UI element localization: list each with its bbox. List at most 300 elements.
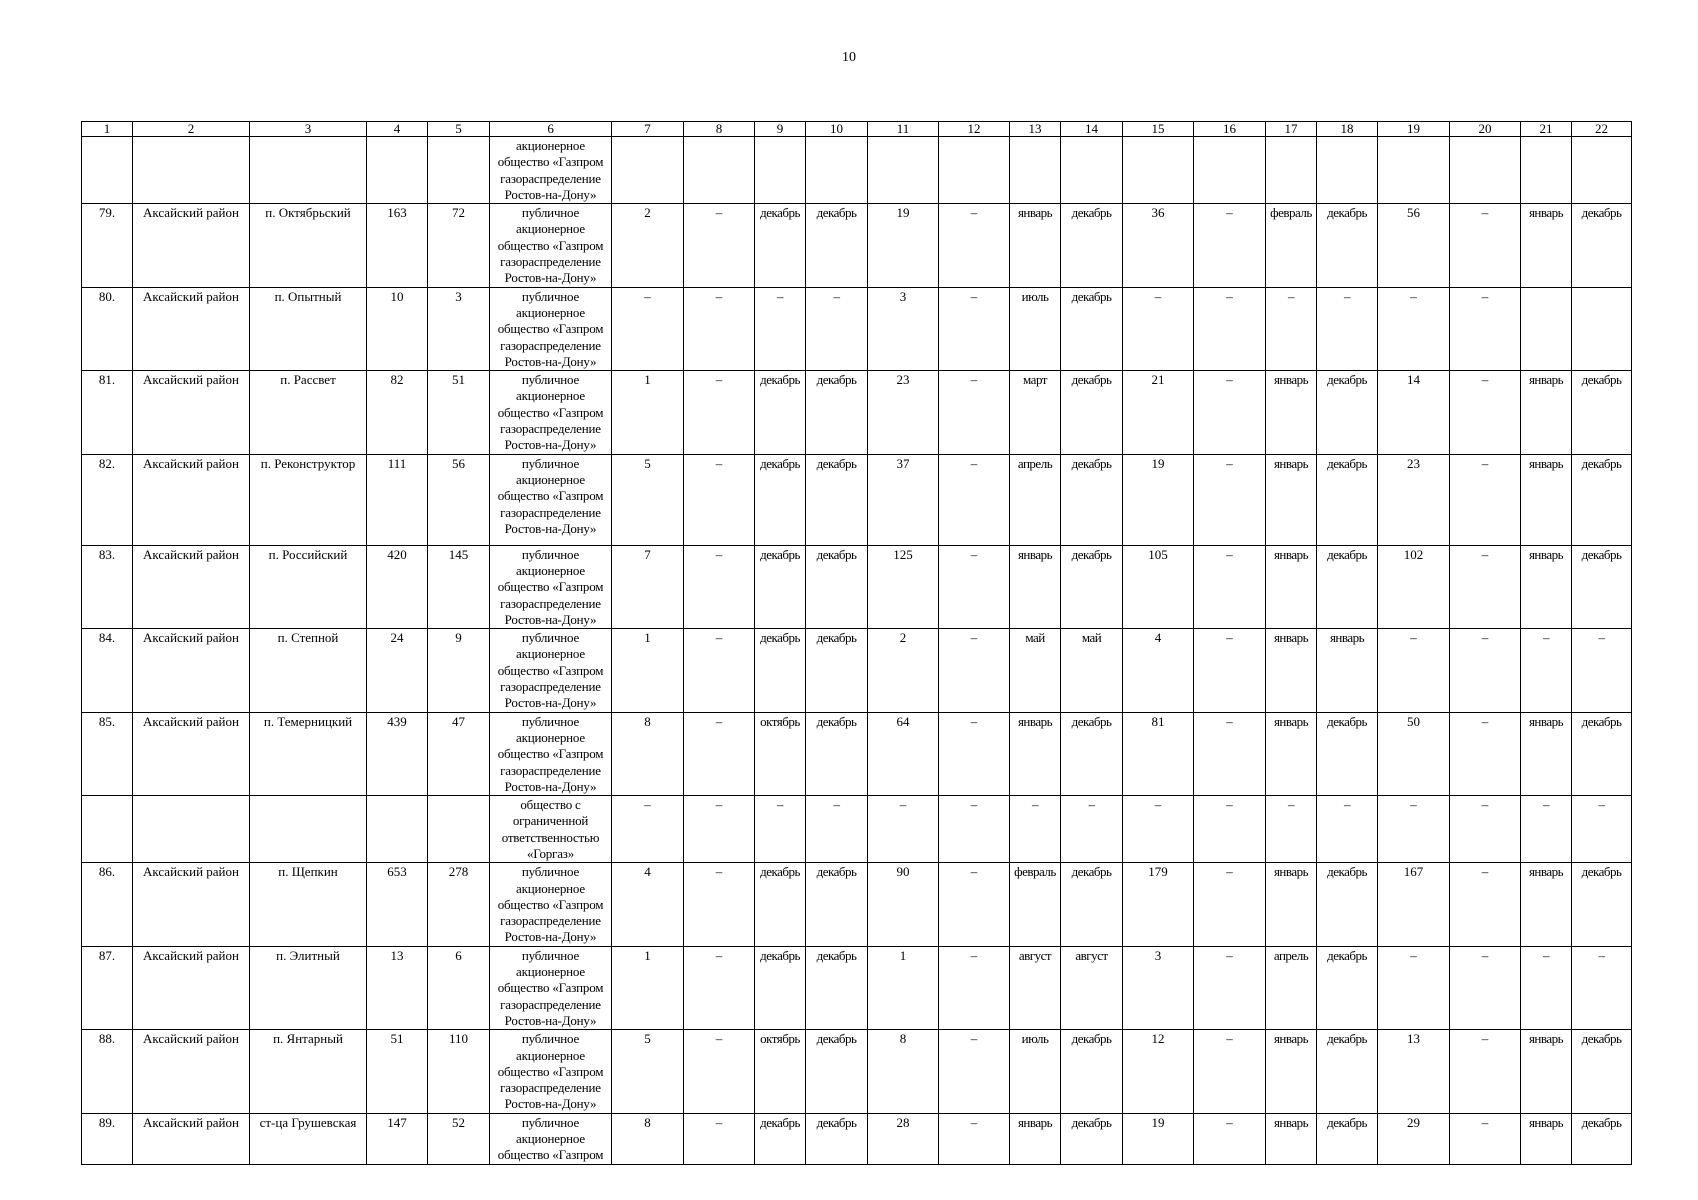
table-cell: – [684, 371, 755, 454]
table-cell: публичное акционерное общество «Газпром [490, 1113, 612, 1164]
table-cell: октябрь [755, 1030, 806, 1113]
table-cell: – [939, 629, 1010, 712]
table-row [82, 454, 1632, 545]
table-cell: акционерное общество «Газпром газораспределение Ростов-на-Дону» [490, 137, 612, 204]
table-cell: август [1061, 946, 1123, 1029]
table-cell: 81. [82, 371, 133, 454]
table-cell: декабрь [806, 454, 868, 545]
table-cell: – [1194, 545, 1266, 628]
table-cell: 1 [868, 946, 939, 1029]
table-cell: январь [1521, 863, 1572, 946]
table-cell: 167 [1378, 863, 1450, 946]
table-cell: Аксайский район [133, 1030, 250, 1113]
table-cell: декабрь [1572, 712, 1632, 795]
table-cell: – [1450, 545, 1521, 628]
table-cell: январь [1266, 371, 1317, 454]
table-cell: 1 [612, 371, 684, 454]
table-cell: п. Октябрьский [250, 204, 367, 287]
table-cell: 81 [1123, 712, 1194, 795]
table-cell: – [1450, 204, 1521, 287]
table-cell: – [1450, 454, 1521, 545]
table-cell [1521, 137, 1572, 204]
table-cell: декабрь [755, 1113, 806, 1164]
table-cell: декабрь [806, 712, 868, 795]
table-cell: 4 [1123, 629, 1194, 712]
table-cell: 2 [868, 629, 939, 712]
table-cell [428, 796, 490, 863]
table-cell: октябрь [755, 712, 806, 795]
table-cell: – [684, 454, 755, 545]
table-cell: – [1378, 629, 1450, 712]
table-cell: январь [1266, 629, 1317, 712]
table-cell: 37 [868, 454, 939, 545]
table-cell: – [1123, 796, 1194, 863]
table-cell: – [1450, 1113, 1521, 1164]
table-cell: п. Российский [250, 545, 367, 628]
table-cell: публичное акционерное общество «Газпром газораспределение Ростов-на-Дону» [490, 712, 612, 795]
table-cell: п. Щепкин [250, 863, 367, 946]
table-cell: январь [1010, 204, 1061, 287]
table-cell: – [939, 1030, 1010, 1113]
table-cell: декабрь [806, 371, 868, 454]
table-cell: – [1194, 371, 1266, 454]
table-cell: – [939, 796, 1010, 863]
table-cell: – [1521, 629, 1572, 712]
table-cell: – [1194, 796, 1266, 863]
table-cell: декабрь [1061, 371, 1123, 454]
table-cell: апрель [1266, 946, 1317, 1029]
table-cell: декабрь [1317, 946, 1378, 1029]
table-cell: декабрь [1317, 1030, 1378, 1113]
table-cell: 88. [82, 1030, 133, 1113]
table-cell: публичное акционерное общество «Газпром газораспределение Ростов-на-Дону» [490, 545, 612, 628]
table-cell [868, 137, 939, 204]
table-cell: – [612, 796, 684, 863]
table-cell: май [1061, 629, 1123, 712]
table-cell: – [684, 287, 755, 370]
table-cell: – [684, 796, 755, 863]
table-cell: 3 [1123, 946, 1194, 1029]
table-cell: – [1450, 1030, 1521, 1113]
table-cell: 83. [82, 545, 133, 628]
header-cell: 9 [755, 122, 806, 137]
table-cell: – [755, 287, 806, 370]
header-cell: 8 [684, 122, 755, 137]
table-cell: 653 [367, 863, 428, 946]
table-cell: публичное акционерное общество «Газпром газораспределение Ростов-на-Дону» [490, 1030, 612, 1113]
table-cell [806, 137, 868, 204]
table-cell: – [684, 545, 755, 628]
table-cell: 4 [612, 863, 684, 946]
table-row [82, 863, 1632, 946]
table-cell [250, 137, 367, 204]
table-cell [1010, 137, 1061, 204]
table-cell: 420 [367, 545, 428, 628]
table-cell: 50 [1378, 712, 1450, 795]
table-cell: 439 [367, 712, 428, 795]
table-cell: январь [1266, 712, 1317, 795]
table-cell: – [684, 629, 755, 712]
table-cell: 51 [428, 371, 490, 454]
table-cell: Аксайский район [133, 454, 250, 545]
table-cell: декабрь [1317, 712, 1378, 795]
table-cell: 87. [82, 946, 133, 1029]
table-cell: – [1521, 946, 1572, 1029]
table-cell: Аксайский район [133, 371, 250, 454]
table-cell: 56 [428, 454, 490, 545]
table-cell: март [1010, 371, 1061, 454]
table-cell: – [1317, 287, 1378, 370]
table-cell: декабрь [1572, 1030, 1632, 1113]
table-cell: январь [1010, 545, 1061, 628]
table-cell: – [1061, 796, 1123, 863]
table-cell: – [868, 796, 939, 863]
table-cell: 52 [428, 1113, 490, 1164]
table-cell: декабрь [1061, 287, 1123, 370]
table-cell: 36 [1123, 204, 1194, 287]
table-cell: 82. [82, 454, 133, 545]
table-cell: июль [1010, 287, 1061, 370]
table-cell: 21 [1123, 371, 1194, 454]
table-cell: 56 [1378, 204, 1450, 287]
table-cell: Аксайский район [133, 1113, 250, 1164]
table-cell: – [939, 454, 1010, 545]
table-cell: Аксайский район [133, 204, 250, 287]
table-cell: – [684, 863, 755, 946]
table-cell: 12 [1123, 1030, 1194, 1113]
table-cell: 24 [367, 629, 428, 712]
table-cell: декабрь [1061, 1030, 1123, 1113]
table-row [82, 1030, 1632, 1113]
table-cell: 110 [428, 1030, 490, 1113]
header-cell: 21 [1521, 122, 1572, 137]
table-cell: – [1378, 946, 1450, 1029]
gasification-table [81, 121, 1632, 1165]
table-cell: декабрь [1572, 545, 1632, 628]
table-cell: – [806, 287, 868, 370]
table-cell: 89. [82, 1113, 133, 1164]
table-row [82, 1113, 1632, 1164]
table-cell: 29 [1378, 1113, 1450, 1164]
page-number: 10 [842, 50, 856, 65]
table-cell: 86. [82, 863, 133, 946]
header-cell: 2 [133, 122, 250, 137]
table-cell: декабрь [1061, 1113, 1123, 1164]
table-cell: декабрь [755, 946, 806, 1029]
table-cell: 3 [428, 287, 490, 370]
table-cell: – [1194, 946, 1266, 1029]
table-cell [133, 796, 250, 863]
header-cell: 5 [428, 122, 490, 137]
header-cell: 16 [1194, 122, 1266, 137]
table-cell: декабрь [1317, 371, 1378, 454]
table-cell: п. Опытный [250, 287, 367, 370]
table-cell: публичное акционерное общество «Газпром газораспределение Ростов-на-Дону» [490, 287, 612, 370]
table-cell: Аксайский район [133, 545, 250, 628]
header-cell: 15 [1123, 122, 1194, 137]
table-cell: – [1266, 796, 1317, 863]
table-cell: – [684, 1030, 755, 1113]
table-cell: декабрь [1061, 204, 1123, 287]
table-cell: 7 [612, 545, 684, 628]
table-cell: 23 [868, 371, 939, 454]
table-cell: январь [1266, 1113, 1317, 1164]
table-cell: февраль [1266, 204, 1317, 287]
table-row [82, 287, 1632, 370]
table-cell: декабрь [1317, 1113, 1378, 1164]
table-row [82, 712, 1632, 795]
table-cell: 10 [367, 287, 428, 370]
table-cell: ст-ца Грушевская [250, 1113, 367, 1164]
table-cell: 8 [612, 712, 684, 795]
table-cell [612, 137, 684, 204]
table-cell: январь [1266, 545, 1317, 628]
table-row [82, 204, 1632, 287]
table-cell: 19 [1123, 454, 1194, 545]
table-cell [367, 796, 428, 863]
table-cell: декабрь [1572, 863, 1632, 946]
table-cell: Аксайский район [133, 863, 250, 946]
table-cell: – [1450, 287, 1521, 370]
table-cell: публичное акционерное общество «Газпром газораспределение Ростов-на-Дону» [490, 454, 612, 545]
table-cell: 125 [868, 545, 939, 628]
table-cell: 19 [1123, 1113, 1194, 1164]
header-cell: 6 [490, 122, 612, 137]
table-cell: январь [1521, 1030, 1572, 1113]
table-cell: декабрь [1061, 712, 1123, 795]
table-cell: – [1010, 796, 1061, 863]
table-cell: – [684, 712, 755, 795]
table-cell: п. Рассвет [250, 371, 367, 454]
table-cell: 28 [868, 1113, 939, 1164]
table-cell: декабрь [1572, 204, 1632, 287]
table-cell: публичное акционерное общество «Газпром газораспределение Ростов-на-Дону» [490, 204, 612, 287]
table-row [82, 545, 1632, 628]
table-cell: декабрь [806, 863, 868, 946]
table-cell: Аксайский район [133, 946, 250, 1029]
table-cell [82, 137, 133, 204]
header-cell: 3 [250, 122, 367, 137]
table-cell: – [684, 1113, 755, 1164]
table-cell: 23 [1378, 454, 1450, 545]
header-cell: 19 [1378, 122, 1450, 137]
table-cell: 84. [82, 629, 133, 712]
table-cell: – [1378, 287, 1450, 370]
table-cell: – [1521, 796, 1572, 863]
table-cell: 163 [367, 204, 428, 287]
table-cell: январь [1521, 712, 1572, 795]
table-cell: 64 [868, 712, 939, 795]
table-cell: – [1194, 712, 1266, 795]
table-cell: 13 [367, 946, 428, 1029]
table-cell: – [1572, 796, 1632, 863]
table-cell: декабрь [1317, 545, 1378, 628]
table-row [82, 946, 1632, 1029]
table-cell: – [1194, 863, 1266, 946]
table-row [82, 629, 1632, 712]
table-cell: – [1194, 629, 1266, 712]
table-cell [1266, 137, 1317, 204]
table-cell: – [1266, 287, 1317, 370]
table-cell: 102 [1378, 545, 1450, 628]
table-cell [367, 137, 428, 204]
table-cell: декабрь [1572, 454, 1632, 545]
header-cell: 4 [367, 122, 428, 137]
table-cell [1194, 137, 1266, 204]
table-cell [82, 796, 133, 863]
table-cell: декабрь [806, 1113, 868, 1164]
table-cell [133, 137, 250, 204]
table-cell: – [1450, 712, 1521, 795]
table-cell: публичное акционерное общество «Газпром газораспределение Ростов-на-Дону» [490, 863, 612, 946]
table-cell: – [684, 946, 755, 1029]
table-cell: декабрь [755, 545, 806, 628]
table-cell: 13 [1378, 1030, 1450, 1113]
table-cell: 8 [868, 1030, 939, 1113]
table-cell: 3 [868, 287, 939, 370]
table-cell: 1 [612, 629, 684, 712]
header-cell: 10 [806, 122, 868, 137]
table-cell: январь [1521, 204, 1572, 287]
table-cell: 90 [868, 863, 939, 946]
table-cell: август [1010, 946, 1061, 1029]
header-cell: 1 [82, 122, 133, 137]
table-cell [428, 137, 490, 204]
table-cell: публичное акционерное общество «Газпром газораспределение Ростов-на-Дону» [490, 946, 612, 1029]
table-cell: декабрь [755, 371, 806, 454]
table-cell: декабрь [1317, 863, 1378, 946]
table-cell: декабрь [806, 545, 868, 628]
table-cell: 8 [612, 1113, 684, 1164]
table-cell: публичное акционерное общество «Газпром газораспределение Ростов-на-Дону» [490, 629, 612, 712]
table-cell: – [1194, 454, 1266, 545]
table-cell: декабрь [1317, 454, 1378, 545]
header-cell: 22 [1572, 122, 1632, 137]
table-cell: – [939, 287, 1010, 370]
table-cell: июль [1010, 1030, 1061, 1113]
header-cell: 17 [1266, 122, 1317, 137]
table-cell: декабрь [1061, 863, 1123, 946]
table-cell: 85. [82, 712, 133, 795]
table-cell: – [1123, 287, 1194, 370]
table-cell: декабрь [1061, 545, 1123, 628]
table-cell: январь [1521, 1113, 1572, 1164]
table-cell: п. Реконструктор [250, 454, 367, 545]
table-cell: 9 [428, 629, 490, 712]
table-row [82, 137, 1632, 204]
table-cell: – [1572, 629, 1632, 712]
table-cell: – [1194, 204, 1266, 287]
table-cell [1521, 287, 1572, 370]
header-cell: 18 [1317, 122, 1378, 137]
table-cell: – [939, 1113, 1010, 1164]
header-cell: 11 [868, 122, 939, 137]
table-cell: – [806, 796, 868, 863]
table-cell: п. Элитный [250, 946, 367, 1029]
table-cell: – [1194, 1030, 1266, 1113]
table-cell: – [1378, 796, 1450, 863]
table-cell: – [1450, 629, 1521, 712]
table-cell [1317, 137, 1378, 204]
table-cell: 1 [612, 946, 684, 1029]
table-cell: 278 [428, 863, 490, 946]
table-cell: п. Степной [250, 629, 367, 712]
table-cell: 47 [428, 712, 490, 795]
table-cell: декабрь [806, 629, 868, 712]
table-cell: декабрь [755, 204, 806, 287]
table-row [82, 796, 1632, 863]
table-cell [1378, 137, 1450, 204]
table-cell: 145 [428, 545, 490, 628]
table-cell [684, 137, 755, 204]
table-cell: январь [1317, 629, 1378, 712]
table-cell: – [1194, 287, 1266, 370]
table-cell: – [612, 287, 684, 370]
table-cell: 72 [428, 204, 490, 287]
table-cell: январь [1521, 371, 1572, 454]
table-cell: январь [1521, 545, 1572, 628]
table-cell: 19 [868, 204, 939, 287]
table-cell: декабрь [1572, 1113, 1632, 1164]
table-cell: – [939, 371, 1010, 454]
table-cell: декабрь [1572, 371, 1632, 454]
table-cell: декабрь [806, 204, 868, 287]
table-cell: декабрь [806, 1030, 868, 1113]
table-cell: – [939, 863, 1010, 946]
table-cell: 2 [612, 204, 684, 287]
table-row [82, 371, 1632, 454]
table-cell: Аксайский район [133, 287, 250, 370]
table-cell [250, 796, 367, 863]
table-cell: 5 [612, 1030, 684, 1113]
table-cell: – [755, 796, 806, 863]
table-cell: – [684, 204, 755, 287]
table-cell [1572, 287, 1632, 370]
table-cell: – [1450, 371, 1521, 454]
table-cell: декабрь [755, 454, 806, 545]
table-cell: 147 [367, 1113, 428, 1164]
table-cell: 179 [1123, 863, 1194, 946]
table-cell: – [1450, 863, 1521, 946]
table-cell: – [1450, 796, 1521, 863]
table-cell: февраль [1010, 863, 1061, 946]
table-cell [755, 137, 806, 204]
table-cell: – [1450, 946, 1521, 1029]
table-cell [1061, 137, 1123, 204]
table-cell: – [939, 946, 1010, 1029]
header-cell: 13 [1010, 122, 1061, 137]
table-cell: декабрь [1317, 204, 1378, 287]
table-cell: декабрь [755, 629, 806, 712]
table-cell: – [1572, 946, 1632, 1029]
table-cell: 111 [367, 454, 428, 545]
table-cell [1450, 137, 1521, 204]
table-cell: 79. [82, 204, 133, 287]
table-cell: январь [1010, 1113, 1061, 1164]
table-cell: апрель [1010, 454, 1061, 545]
table-cell: общество с ограниченной ответственностью «Горгаз» [490, 796, 612, 863]
table-cell [1572, 137, 1632, 204]
table-cell: – [939, 545, 1010, 628]
table-cell: 51 [367, 1030, 428, 1113]
table-cell: п. Янтарный [250, 1030, 367, 1113]
table-cell: январь [1266, 454, 1317, 545]
table-cell: – [939, 204, 1010, 287]
table-cell [1123, 137, 1194, 204]
table-cell: декабрь [806, 946, 868, 1029]
header-cell: 14 [1061, 122, 1123, 137]
table-cell: – [1194, 1113, 1266, 1164]
